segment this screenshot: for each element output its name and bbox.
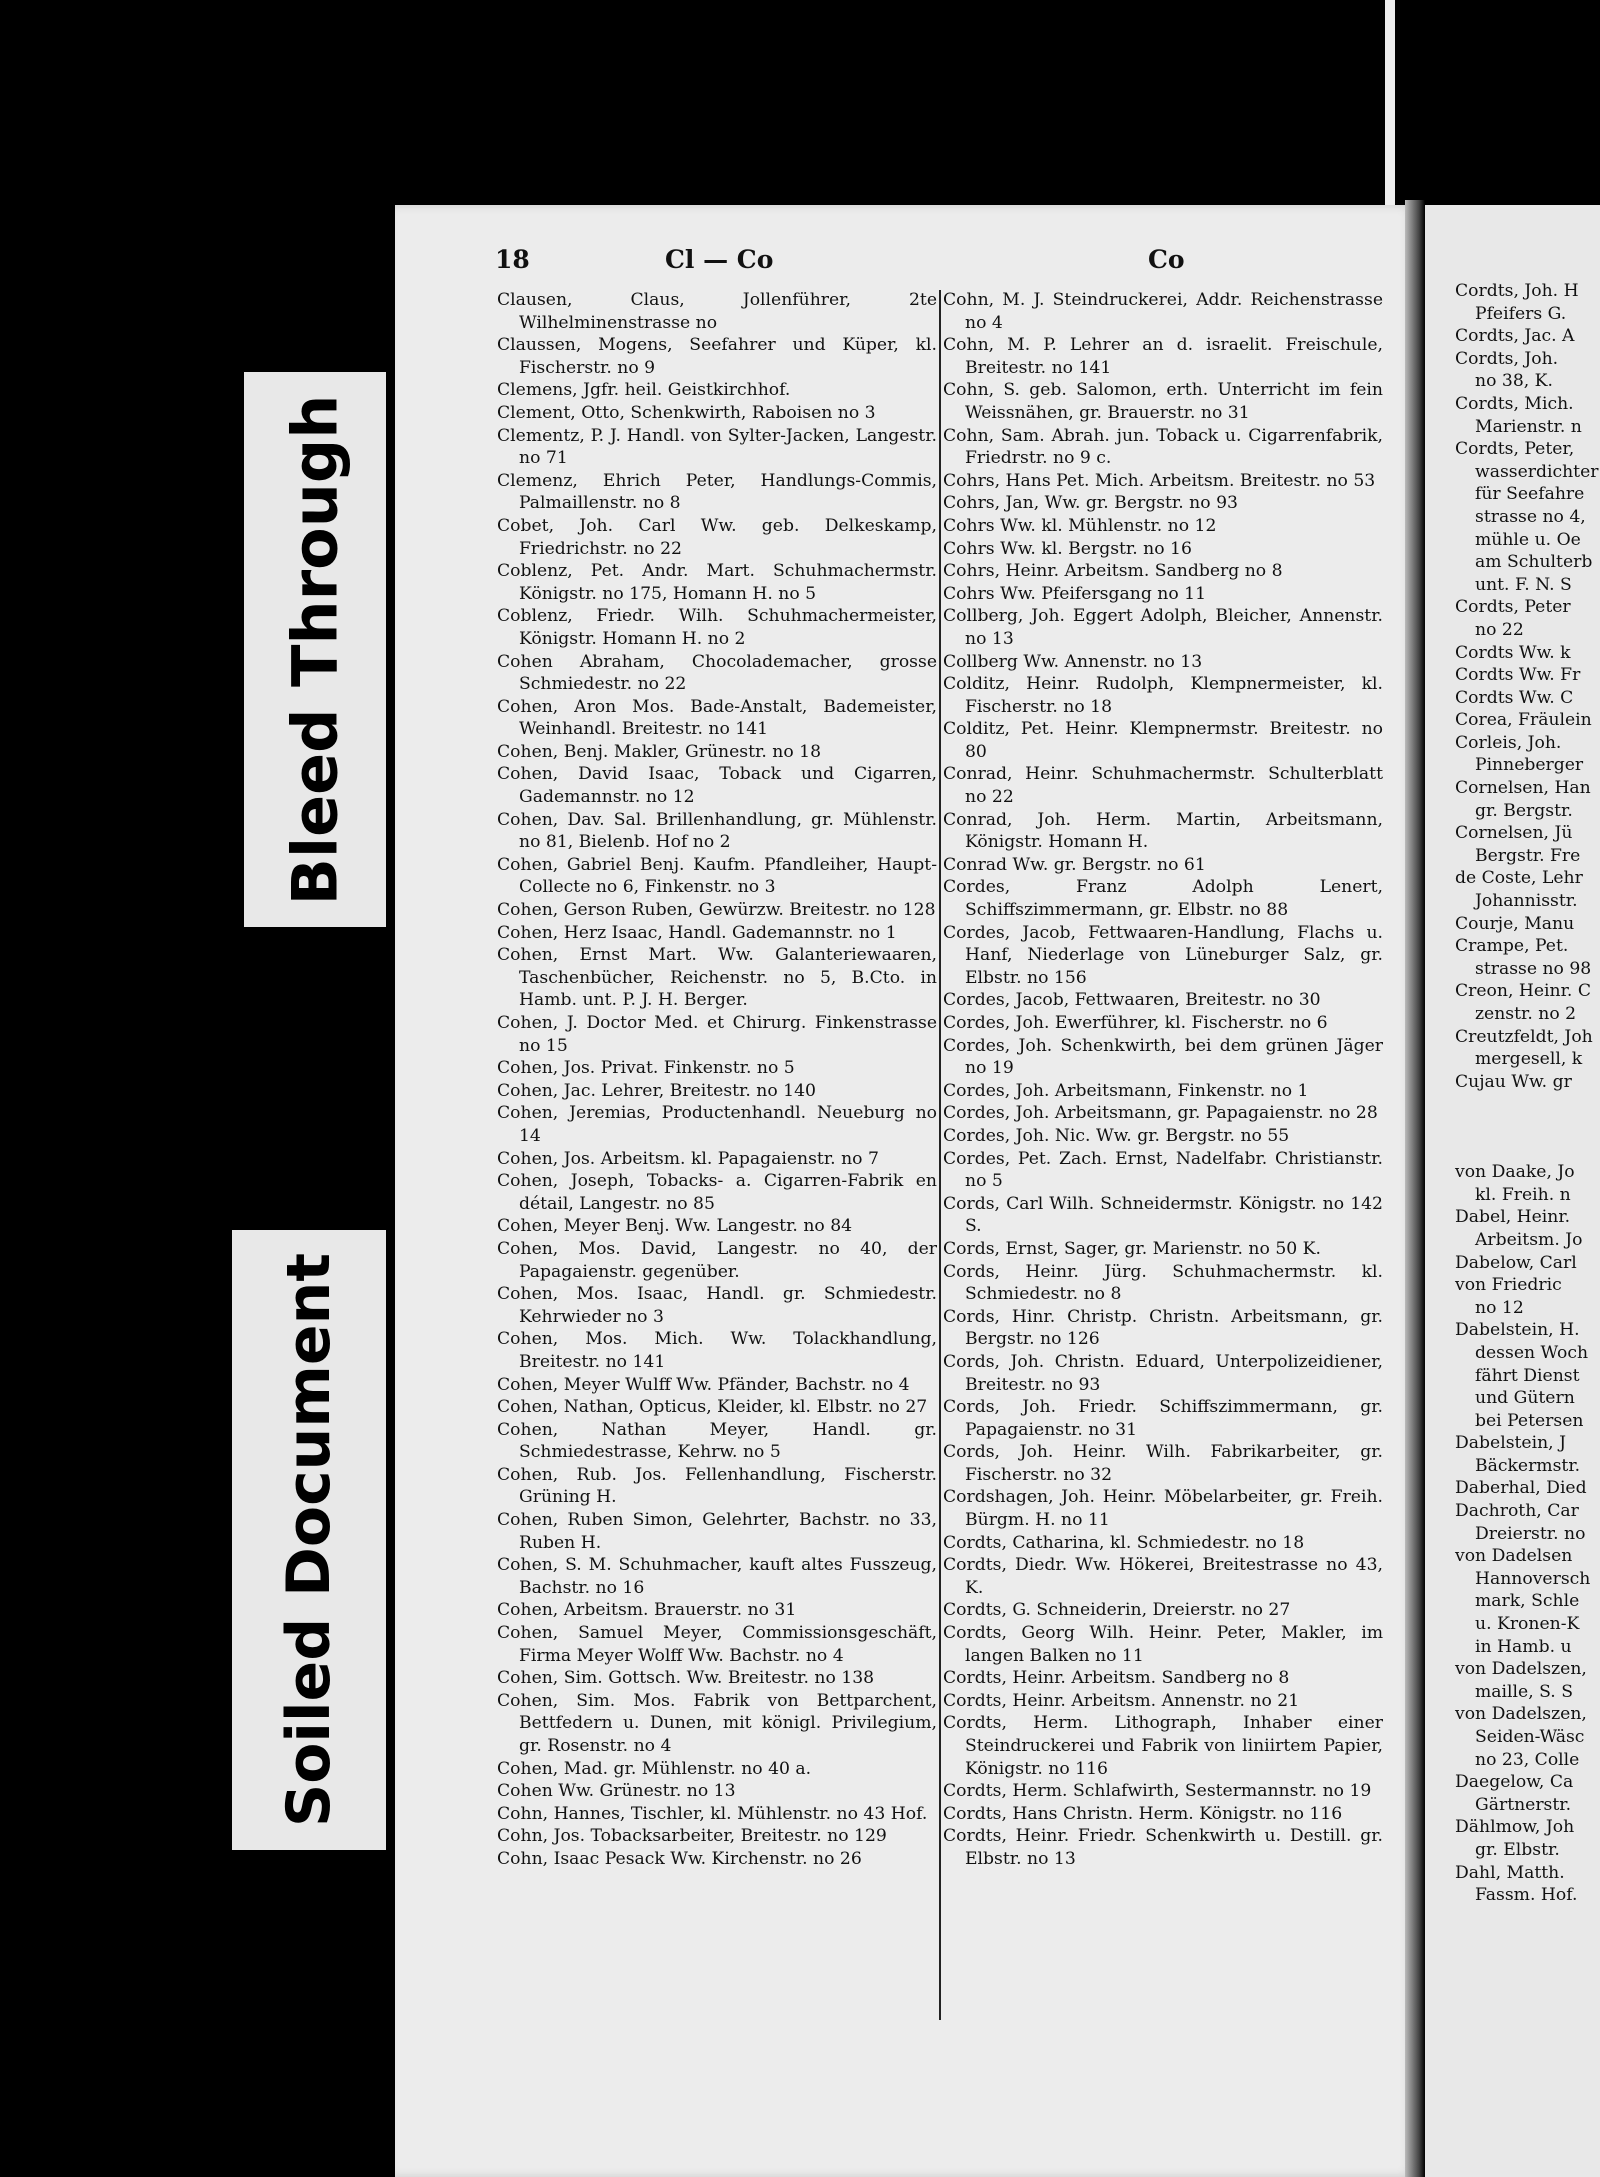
next-page-line: von Daake, Jo	[1455, 1162, 1575, 1183]
directory-entry: Collberg, Joh. Eggert Adolph, Bleicher, Annenstr. no 13	[943, 606, 1383, 649]
next-page-line: bei Petersen	[1475, 1410, 1584, 1431]
next-page-line: Creutzfeldt, Joh	[1455, 1026, 1593, 1047]
left-heading: Cl — Co	[665, 245, 774, 274]
directory-entry: Cordes, Joh. Nic. Ww. gr. Bergstr. no 55	[943, 1125, 1290, 1146]
directory-entry: Cordts, Heinr. Friedr. Schenkwirth u. Destill. gr. Elbstr. no 13	[943, 1826, 1383, 1869]
next-page-line: strasse no 98	[1475, 958, 1592, 979]
directory-entry: Colditz, Heinr. Rudolph, Klempnermeister, kl. Fischerstr. no 18	[943, 674, 1383, 717]
directory-entry: Cordts, Heinr. Arbeitsm. Annenstr. no 21	[943, 1690, 1300, 1711]
directory-entry: Conrad Ww. gr. Bergstr. no 61	[943, 854, 1206, 875]
next-page-line: dessen Woch	[1475, 1342, 1589, 1363]
directory-entry: Cohen, Ruben Simon, Gelehrter, Bachstr. no 33, Ruben H.	[497, 1510, 937, 1553]
next-page-line: Bergstr. Fre	[1475, 845, 1581, 866]
next-page-line: kl. Freih. n	[1475, 1184, 1571, 1205]
right-column	[943, 289, 1383, 1871]
directory-entry: Cordshagen, Joh. Heinr. Möbelarbeiter, gr. Freih. Bürgm. H. no 11	[943, 1487, 1383, 1531]
directory-entry: Cohn, Jos. Tobacksarbeiter, Breitestr. no 129	[497, 1826, 887, 1847]
directory-entry: Cohen, S. M. Schuhmacher, kauft altes Fusszeug, Bachstr. no 16	[497, 1555, 937, 1598]
directory-entry: Clausen, Claus, Jollenführer, 2te Wilhelminenstrasse no	[497, 290, 937, 333]
bleed-through-tab	[244, 372, 386, 927]
directory-entry: Cordes, Jacob, Fettwaaren-Handlung, Flachs u. Hanf, Niederlage von Lüneburger Salz, gr. Elbstr. no 156	[943, 922, 1383, 988]
next-page-line: no 38, K.	[1475, 371, 1553, 392]
next-page-line: Cordts, Joh.	[1455, 348, 1559, 369]
directory-entry: Conrad, Joh. Herm. Martin, Arbeitsmann, Königstr. Homann H.	[943, 809, 1383, 853]
directory-entry: Cohen, Herz Isaac, Handl. Gademannstr. no 1	[497, 922, 897, 943]
next-page-line: no 22	[1475, 619, 1524, 640]
directory-entry: Cohen, Ernst Mart. Ww. Galanteriewaaren, Taschenbücher, Reichenstr. no 5, B.Cto. in Hamb. unt. P. J. H. Berger.	[497, 945, 937, 1011]
next-page-line: Corea, Fräulein	[1455, 710, 1592, 731]
next-page-line: no 12	[1475, 1297, 1524, 1318]
directory-entry: Cords, Joh. Heinr. Wilh. Fabrikarbeiter, gr. Fischerstr. no 32	[943, 1442, 1383, 1485]
next-page-line: Fassm. Hof.	[1475, 1885, 1578, 1906]
directory-entry: Cohen, Gabriel Benj. Kaufm. Pfandleiher, Haupt-Collecte no 6, Finkenstr. no 3	[497, 854, 937, 898]
directory-entry: Cohen, Sim. Mos. Fabrik von Bettparchent, Bettfedern u. Dunen, mit königl. Privilegium, gr. Rosenstr. no 4	[497, 1690, 937, 1756]
next-page-line	[1455, 1116, 1598, 1139]
page-header	[495, 245, 1385, 277]
directory-entry: Cordts, Hans Christn. Herm. Königstr. no 116	[943, 1803, 1343, 1824]
directory-entry: Cohen, Jos. Privat. Finkenstr. no 5	[497, 1058, 795, 1079]
directory-entry: Cohn, Isaac Pesack Ww. Kirchenstr. no 26	[497, 1848, 862, 1869]
directory-entry: Cords, Heinr. Jürg. Schuhmachermstr. kl. Schmiedestr. no 8	[943, 1261, 1383, 1305]
directory-entry: Clemenz, Ehrich Peter, Handlungs-Commis, Palmaillenstr. no 8	[497, 470, 937, 514]
directory-entry: Coblenz, Pet. Andr. Mart. Schuhmachermstr. Königstr. no 175, Homann H. no 5	[497, 561, 937, 604]
directory-entry: Cohrs Ww. kl. Mühlenstr. no 12	[943, 515, 1217, 536]
directory-entry: Cohen, Jac. Lehrer, Breitestr. no 140	[497, 1080, 816, 1101]
directory-entry: Cohen, Mad. gr. Mühlenstr. no 40 a.	[497, 1758, 812, 1779]
directory-entry: Cords, Joh. Friedr. Schiffszimmermann, gr. Papagaienstr. no 31	[943, 1397, 1383, 1440]
directory-entry: Clementz, P. J. Handl. von Sylter-Jacken, Langestr. no 71	[497, 425, 937, 469]
next-page-line: Cujau Ww. gr	[1455, 1071, 1572, 1092]
directory-entry: Cohen, Meyer Wulff Ww. Pfänder, Bachstr. no 4	[497, 1374, 910, 1395]
page-number: 18	[495, 245, 530, 274]
directory-entry: Cordes, Pet. Zach. Ernst, Nadelfabr. Christianstr. no 5	[943, 1148, 1383, 1192]
next-page-line: Crampe, Pet.	[1455, 936, 1569, 957]
next-page-line: Seiden-Wäsc	[1475, 1727, 1585, 1747]
next-page-line: gr. Bergstr.	[1475, 800, 1573, 821]
next-page-line: Cordts, Peter	[1455, 597, 1571, 618]
directory-entry: Cohen, Meyer Benj. Ww. Langestr. no 84	[497, 1216, 853, 1237]
next-page-line: unt. F. N. S	[1475, 574, 1572, 595]
directory-entry: Cordes, Joh. Arbeitsmann, gr. Papagaienstr. no 28	[943, 1103, 1378, 1124]
directory-entry: Cordes, Joh. Schenkwirth, bei dem grünen Jäger no 19	[943, 1035, 1383, 1079]
directory-entry: Cohen, Joseph, Tobacks- a. Cigarren-Fabrik en détail, Langestr. no 85	[497, 1171, 937, 1214]
directory-entry: Clemens, Jgfr. heil. Geistkirchhof.	[497, 380, 791, 401]
next-page-line: Dählmow, Joh	[1455, 1817, 1575, 1838]
directory-entry: Colditz, Pet. Heinr. Klempnermstr. Breitestr. no 80	[943, 719, 1383, 762]
directory-entry: Coblenz, Friedr. Wilh. Schuhmachermeister, Königstr. Homann H. no 2	[497, 606, 937, 649]
next-page-line: in Hamb. u	[1475, 1636, 1572, 1657]
next-page-line: Cordts, Jac. A	[1455, 326, 1575, 347]
next-page-line: mergesell, k	[1475, 1049, 1583, 1070]
next-page-line: Gärtnerstr.	[1475, 1794, 1572, 1815]
directory-entry: Cohn, Hannes, Tischler, kl. Mühlenstr. no 43 Hof.	[497, 1803, 928, 1824]
directory-entry: Cohen Ww. Grünestr. no 13	[497, 1781, 736, 1802]
next-page-line: Creon, Heinr. C	[1455, 981, 1592, 1002]
next-page-line: von Dadelsen	[1455, 1546, 1573, 1567]
directory-entry: Cordes, Joh. Arbeitsmann, Finkenstr. no 1	[943, 1080, 1309, 1101]
right-heading: Co	[1148, 245, 1185, 274]
directory-entry: Cohrs, Hans Pet. Mich. Arbeitsm. Breitestr. no 53	[943, 470, 1376, 491]
directory-entry: Conrad, Heinr. Schuhmachermstr. Schulterblatt no 22	[943, 764, 1383, 808]
directory-entry: Cohen, Nathan, Opticus, Kleider, kl. Elbstr. no 27	[497, 1397, 928, 1418]
directory-entry: Cords, Ernst, Sager, gr. Marienstr. no 50 K.	[943, 1238, 1321, 1259]
next-page-line: Corleis, Joh.	[1455, 732, 1562, 753]
next-page-line: Cornelsen, Jü	[1455, 823, 1573, 844]
directory-entry: Cordts, Heinr. Arbeitsm. Sandberg no 8	[943, 1668, 1290, 1689]
next-page-line: Cordts Ww. k	[1455, 642, 1571, 663]
directory-entry: Claussen, Mogens, Seefahrer und Küper, kl. Fischerstr. no 9	[497, 335, 937, 378]
next-page-line	[1455, 1093, 1598, 1116]
next-page-line: Dabel, Heinr.	[1455, 1207, 1571, 1228]
next-page-line: zenstr. no 2	[1475, 1004, 1577, 1024]
directory-entry: Cohen, Arbeitsm. Brauerstr. no 31	[497, 1600, 797, 1621]
next-page-line: Cordts Ww. C	[1455, 687, 1574, 708]
directory-entry: Cohn, M. J. Steindruckerei, Addr. Reichenstrasse no 4	[943, 290, 1383, 333]
next-page-line: no 23, Colle	[1475, 1749, 1580, 1770]
directory-entry: Cohn, M. P. Lehrer an d. israelit. Freischule, Breitestr. no 141	[943, 335, 1383, 378]
directory-entry: Cohn, Sam. Abrah. jun. Toback u. Cigarrenfabrik, Friedrstr. no 9 c.	[943, 425, 1383, 469]
next-page-line: für Seefahre	[1475, 484, 1585, 505]
next-page-line: maille, S. S	[1475, 1681, 1573, 1702]
directory-entry: Cohen, David Isaac, Toback und Cigarren, Gademannstr. no 12	[497, 764, 937, 808]
next-page-line: und Gütern	[1475, 1388, 1575, 1409]
directory-entry: Cordts, Herm. Lithograph, Inhaber einer Steindruckerei und Fabrik von liniirtem Papier, Königstr. no 116	[943, 1713, 1383, 1779]
next-page-line: von Friedric	[1455, 1275, 1562, 1296]
next-page-line: wasserdichter	[1475, 461, 1599, 482]
next-page-line: de Coste, Lehr	[1455, 868, 1583, 889]
next-page-line: Daegelow, Ca	[1455, 1772, 1574, 1793]
next-page-line: Cordts, Mich.	[1455, 393, 1574, 414]
directory-entry: Cordts, Georg Wilh. Heinr. Peter, Makler, im langen Balken no 11	[943, 1623, 1383, 1666]
scan-spine	[1385, 0, 1395, 205]
next-page-line: von Dadelszen,	[1455, 1659, 1587, 1680]
directory-entry: Cohen, Nathan Meyer, Handl. gr. Schmiedestrasse, Kehrw. no 5	[497, 1419, 937, 1463]
directory-entry: Cohen, Dav. Sal. Brillenhandlung, gr. Mühlenstr. no 81, Bielenb. Hof no 2	[497, 809, 937, 853]
page-fold	[1405, 200, 1425, 2177]
next-page-line: Bäckermstr.	[1475, 1455, 1581, 1476]
next-page-line: mark, Schle	[1475, 1591, 1580, 1612]
directory-entry: Cohen Abraham, Chocolademacher, grosse Schmiedestr. no 22	[497, 651, 937, 695]
directory-entry: Clement, Otto, Schenkwirth, Raboisen no 3	[497, 402, 876, 423]
next-page-line	[1455, 1139, 1598, 1162]
next-page-line: Johannisstr.	[1475, 891, 1578, 912]
next-page-line: Cordts, Peter,	[1455, 439, 1575, 460]
directory-entry: Cordts, Catharina, kl. Schmiedestr. no 18	[943, 1532, 1305, 1553]
directory-entry: Cordes, Franz Adolph Lenert, Schiffszimmermann, gr. Elbstr. no 88	[943, 877, 1383, 921]
directory-entry: Cords, Carl Wilh. Schneidermstr. Königstr. no 142 S.	[943, 1193, 1383, 1237]
directory-entry: Cordes, Jacob, Fettwaaren, Breitestr. no 30	[943, 990, 1321, 1011]
directory-entry: Cohrs, Heinr. Arbeitsm. Sandberg no 8	[943, 561, 1283, 582]
soiled-document-tab	[232, 1230, 386, 1850]
next-page-line: Arbeitsm. Jo	[1475, 1229, 1583, 1250]
next-page-line: Cordts, Joh. H	[1455, 281, 1579, 301]
next-page-line: Dreierstr. no	[1475, 1523, 1586, 1544]
directory-entry: Cohrs Ww. kl. Bergstr. no 16	[943, 538, 1192, 559]
column-divider	[939, 290, 941, 2020]
next-page-line: fährt Dienst	[1475, 1365, 1580, 1386]
directory-entry: Cohen, Jeremias, Productenhandl. Neueburg no 14	[497, 1103, 937, 1146]
directory-entry: Cohen, Gerson Ruben, Gewürzw. Breitestr. no 128	[497, 900, 936, 921]
directory-entry: Cordts, Herm. Schlafwirth, Sestermannstr. no 19	[943, 1781, 1372, 1802]
next-page-line: Cordts Ww. Fr	[1455, 665, 1581, 686]
directory-entry: Cohen, Benj. Makler, Grünestr. no 18	[497, 741, 822, 762]
next-page-line: Dabelstein, J	[1455, 1433, 1566, 1454]
next-page-line: am Schulterb	[1475, 552, 1593, 573]
next-page-line: Courje, Manu	[1455, 913, 1575, 934]
directory-entry: Cohen, Jos. Arbeitsm. kl. Papagaienstr. no 7	[497, 1148, 879, 1169]
next-page-line: u. Kronen-K	[1475, 1614, 1580, 1635]
next-page-line: Dabelow, Carl	[1455, 1252, 1577, 1273]
next-page-line: von Dadelszen,	[1455, 1704, 1587, 1725]
bleed-through-label: Bleed Through	[278, 394, 352, 905]
next-page-text	[1455, 280, 1598, 1907]
directory-entry: Cohrs Ww. Pfeifersgang no 11	[943, 583, 1207, 604]
directory-entry: Cobet, Joh. Carl Ww. geb. Delkeskamp, Friedrichstr. no 22	[497, 515, 937, 559]
directory-entry: Cohn, S. geb. Salomon, erth. Unterricht im fein Weissnähen, gr. Brauerstr. no 31	[943, 380, 1383, 423]
soiled-document-label: Soiled Document	[274, 1252, 344, 1828]
next-page-line: Daberhal, Died	[1455, 1478, 1587, 1499]
next-page-line: gr. Elbstr.	[1475, 1839, 1560, 1860]
next-page-line: Hannoversch	[1475, 1568, 1591, 1589]
next-page-line: Dabelstein, H.	[1455, 1320, 1580, 1341]
directory-entry: Cordes, Joh. Ewerführer, kl. Fischerstr. no 6	[943, 1013, 1328, 1033]
directory-entry: Cordts, Diedr. Ww. Hökerei, Breitestrasse no 43, K.	[943, 1555, 1383, 1598]
directory-entry: Cordts, G. Schneiderin, Dreierstr. no 27	[943, 1600, 1291, 1621]
next-page-line: Pfeifers G.	[1475, 303, 1567, 324]
directory-entry: Cords, Hinr. Christp. Christn. Arbeitsmann, gr. Bergstr. no 126	[943, 1306, 1383, 1350]
directory-entry: Cohrs, Jan, Ww. gr. Bergstr. no 93	[943, 493, 1238, 514]
directory-entry: Cohen, Mos. Isaac, Handl. gr. Schmiedestr. Kehrwieder no 3	[497, 1284, 937, 1327]
next-page-line: Dachroth, Car	[1455, 1501, 1579, 1522]
next-page-line: Pinneberger	[1475, 755, 1584, 776]
directory-entry: Cohen, Mos. Mich. Ww. Tolackhandlung, Breitestr. no 141	[497, 1329, 937, 1372]
directory-entry: Cohen, Aron Mos. Bade-Anstalt, Bademeister, Weinhandl. Breitestr. no 141	[497, 696, 937, 740]
next-page-line: strasse no 4,	[1475, 506, 1586, 527]
directory-entry: Cohen, Mos. David, Langestr. no 40, der Papagaienstr. gegenüber.	[497, 1238, 937, 1282]
next-page-line: Cornelsen, Han	[1455, 778, 1591, 799]
directory-entry: Cohen, Rub. Jos. Fellenhandlung, Fischerstr. Grüning H.	[497, 1464, 937, 1508]
directory-entry: Cohen, Samuel Meyer, Commissionsgeschäft, Firma Meyer Wolff Ww. Bachstr. no 4	[497, 1623, 937, 1666]
directory-entry: Cohen, Sim. Gottsch. Ww. Breitestr. no 138	[497, 1668, 875, 1689]
directory-entry: Collberg Ww. Annenstr. no 13	[943, 651, 1203, 672]
next-page-line: mühle u. Oe	[1475, 529, 1581, 550]
directory-entry: Cords, Joh. Christn. Eduard, Unterpolizeidiener, Breitestr. no 93	[943, 1351, 1383, 1395]
left-column	[497, 289, 937, 1871]
next-page-line: Marienstr. n	[1475, 416, 1582, 437]
next-page-line: Dahl, Matth.	[1455, 1862, 1565, 1883]
directory-entry: Cohen, J. Doctor Med. et Chirurg. Finkenstrasse no 15	[497, 1013, 937, 1056]
